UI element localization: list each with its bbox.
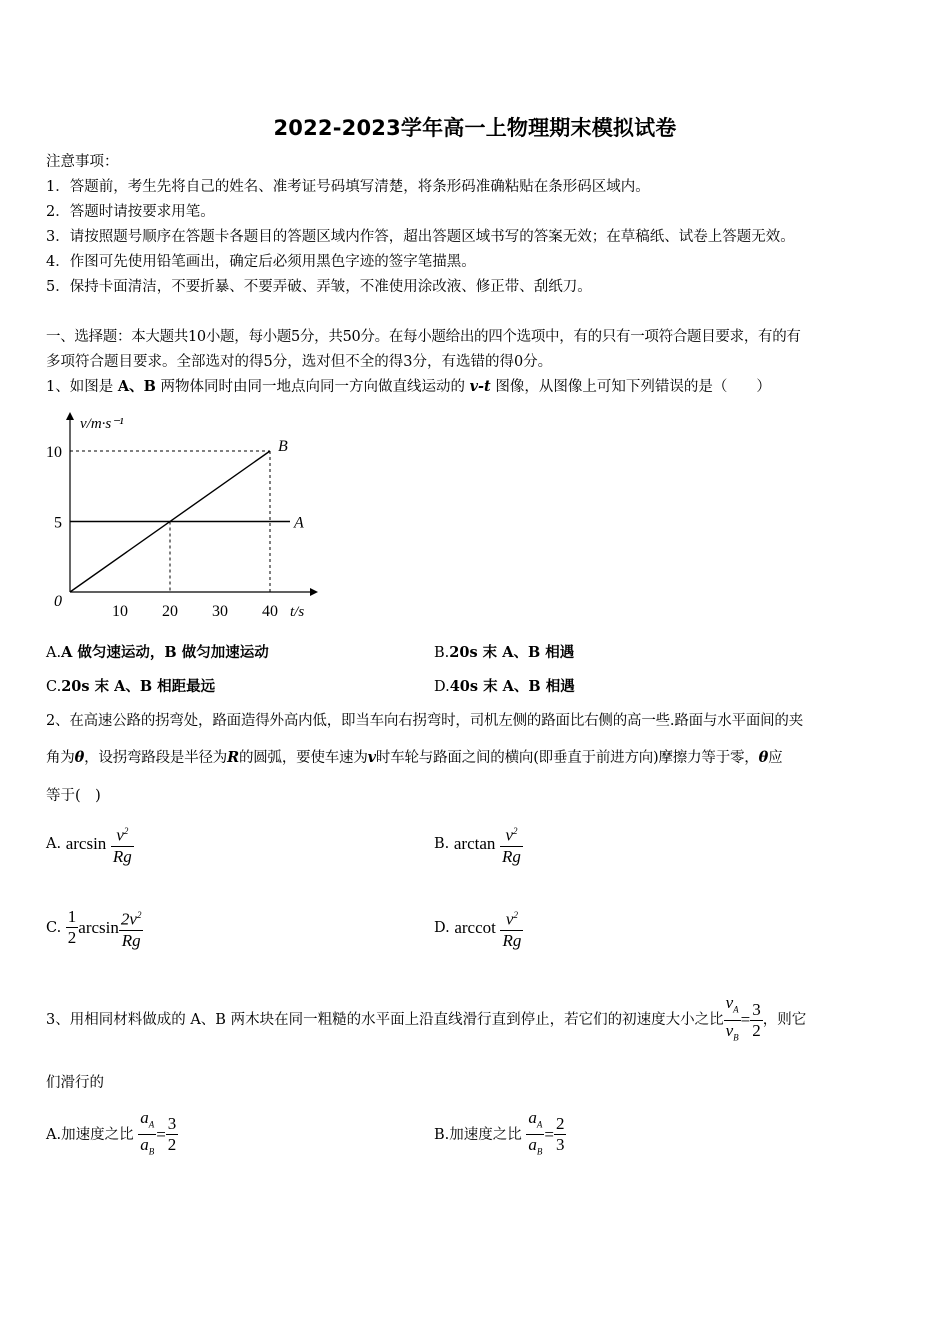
x-tick-label: 30 (212, 603, 228, 620)
notice-item-4: 4．作图可先使用铅笔画出，确定后必须用黑色字迹的签字笔描黑。 (46, 254, 476, 270)
x-tick-label: 40 (262, 603, 278, 620)
y-tick-label: 10 (46, 444, 62, 461)
vt-graph (40, 404, 330, 626)
x-axis-label: t/s (290, 604, 305, 620)
q2-option-a[interactable]: A. arcsin $\frac{v^2}{Rg}$ (46, 821, 134, 867)
question-3-line1: 3、用相同材料做成的 A、B 两木块在同一粗糙的水平面上沿直线滑行直到停止，若它们的初速度大小之比 $\frac{v_A}{v_B}$ = $\frac{3}{2}$ ，则它 (46, 993, 807, 1042)
x-tick-label: 10 (112, 603, 128, 620)
page-title: 2022-2023学年高一上物理期末模拟试卷 (273, 116, 677, 140)
notice-heading: 注意事项： (46, 154, 119, 170)
question-1-stem: 1、如图是 A、B 两物体同时由同一地点向同一方向做直线运动的 v-t 图像，从图像上可知下列错误的是（ ） (46, 378, 771, 395)
q2-option-d[interactable]: D. arccot $\frac{v^2}{Rg}$ (434, 905, 523, 951)
notice-item-3: 3．请按照题号顺序在答题卡各题目的答题区域内作答，超出答题区域书写的答案无效；在草稿纸、试卷上答题无效。 (46, 229, 795, 245)
q3-option-b[interactable]: B.加速度之比 $\frac{a_A}{a_B}$ = $\frac{2}{3}$ (434, 1108, 565, 1157)
y-axis-label: v/m·s⁻¹ (80, 416, 124, 432)
notice-item-2: 2．答题时请按要求用笔。 (46, 204, 215, 220)
question-2-line2: 角为θ，设拐弯路段是半径为R的圆弧，要使车速为v时车轮与路面之间的横向(即垂直于前进方向)摩擦力等于零，θ应 (46, 749, 783, 766)
q1-option-b[interactable]: B.20s 末 A、B 相遇 (434, 644, 575, 661)
question-2-line1: 2、在高速公路的拐弯处，路面造得外高内低，即当车向右拐弯时，司机左侧的路面比右侧的高一些.路面与水平面间的夹 (46, 713, 804, 729)
question-2-line3: 等于( ) (46, 788, 101, 804)
q1-option-a[interactable]: A.A 做匀速运动，B 做匀加速运动 (46, 644, 269, 661)
q2-option-c[interactable]: C. $\frac{1}{2}$ arcsin $\frac{2v^2}{Rg}$ (46, 905, 143, 951)
q2-option-b[interactable]: B. arctan $\frac{v^2}{Rg}$ (434, 821, 523, 867)
question-3-line2: 们滑行的 (46, 1075, 104, 1091)
section-header-line2: 多项符合题目要求。全部选对的得5分，选对但不全的得3分，有选错的得0分。 (46, 354, 553, 370)
x-tick-label: 20 (162, 603, 178, 620)
q1-option-c[interactable]: C.20s 末 A、B 相距最远 (46, 678, 216, 695)
notice-item-5: 5．保持卡面清洁，不要折暴、不要弄破、弄皱，不准使用涂改液、修正带、刮纸刀。 (46, 279, 592, 295)
x-axis-arrow (310, 588, 318, 596)
section-header-line1: 一、选择题：本大题共10小题，每小题5分，共50分。在每小题给出的四个选项中，有的只有一项符合题目要求，有的有 (46, 329, 801, 345)
y-axis-arrow (66, 412, 74, 420)
q1-option-d[interactable]: D.40s 末 A、B 相遇 (434, 678, 575, 695)
y-tick-label: 5 (54, 514, 62, 532)
q3-option-a[interactable]: A.加速度之比 $\frac{a_A}{a_B}$ = $\frac{3}{2}$ (46, 1108, 177, 1157)
notice-item-1: 1．答题前，考生先将自己的姓名、准考证号码填写清楚，将条形码准确粘贴在条形码区域内。 (46, 179, 650, 195)
series-label-A: A (294, 514, 304, 532)
origin-label: 0 (54, 593, 62, 610)
series-label-B: B (278, 438, 288, 455)
